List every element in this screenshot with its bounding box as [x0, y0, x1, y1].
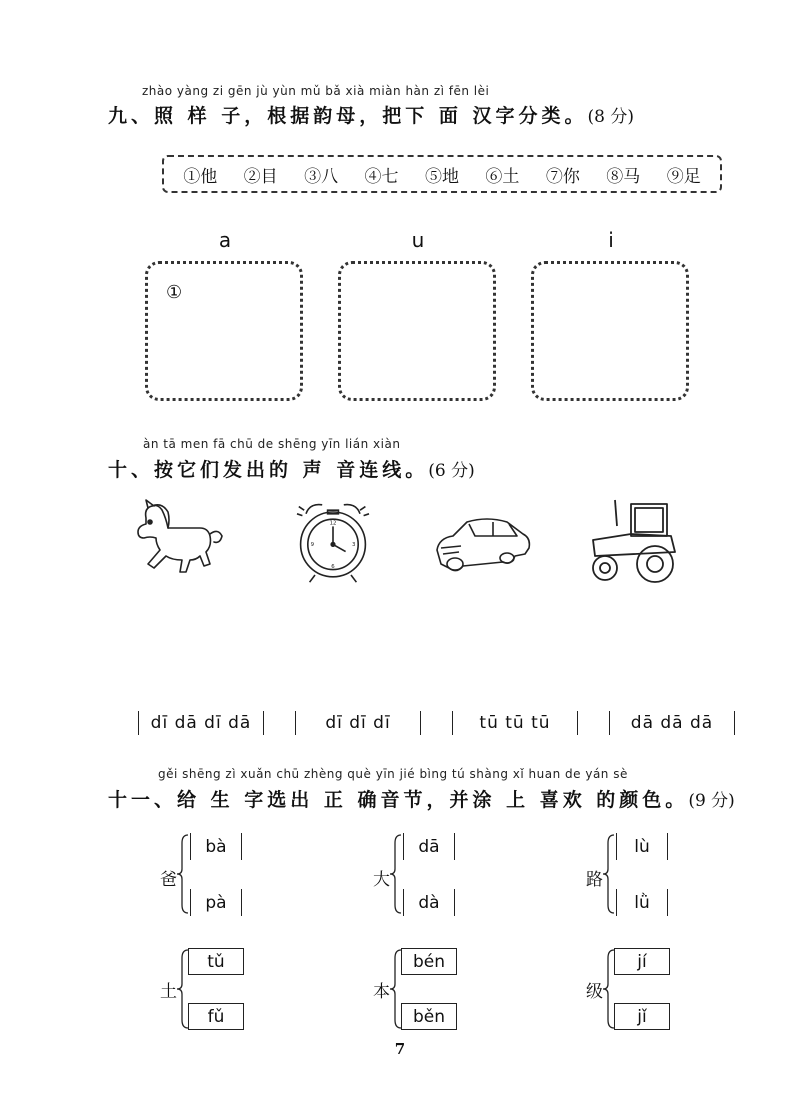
- svg-text:3: 3: [351, 542, 356, 549]
- q9-pinyin: zhào yàng zi gēn jù yùn mǔ bǎ xià miàn hàn zì fēn lèi: [142, 84, 490, 98]
- item-char-ba: 爸: [160, 870, 177, 890]
- item-char-ben: 本: [373, 982, 390, 1002]
- q11-title-text: 十一、给 生 字选出 正 确音节，并涂 上 喜欢 的颜色。: [108, 789, 689, 811]
- bank-item: ⑧马: [606, 166, 641, 187]
- bank-item: ⑤地: [424, 166, 459, 187]
- brace-icon: [176, 833, 190, 915]
- q10-score: (6 分): [428, 461, 475, 481]
- bank-item: ③八: [304, 166, 339, 187]
- q9-title-text: 九、照 样 子，根据韵母，把下 面 汉字分类。: [108, 105, 588, 127]
- brace-icon: [389, 833, 403, 915]
- sound-label-tututu[interactable]: tū tū tū: [452, 711, 578, 735]
- sort-box-i[interactable]: [531, 261, 689, 401]
- item-char-lu: 路: [586, 870, 603, 890]
- vowel-label-a: a: [218, 228, 232, 252]
- bank-item: ⑦你: [545, 166, 580, 187]
- option-ji3[interactable]: jǐ: [614, 1003, 670, 1030]
- sort-box-u[interactable]: [338, 261, 496, 401]
- q9-title: [108, 101, 634, 128]
- sound-label-dididi[interactable]: dī dī dī: [295, 711, 421, 735]
- q10-title: [108, 455, 475, 482]
- svg-text:6: 6: [331, 563, 335, 570]
- car-picture[interactable]: [433, 510, 533, 576]
- option-ji2[interactable]: jí: [614, 948, 670, 975]
- option-fu[interactable]: fǔ: [188, 1003, 244, 1030]
- option-tu[interactable]: tǔ: [188, 948, 244, 975]
- svg-text:9: 9: [310, 542, 315, 549]
- bank-item: ④七: [364, 166, 399, 187]
- item-char-tu: 土: [160, 982, 177, 1002]
- q10-pinyin: àn tā men fā chū de shēng yīn lián xiàn: [143, 437, 401, 451]
- bank-item: ①他: [183, 166, 218, 187]
- bank-item: ⑨足: [666, 166, 701, 187]
- alarm-clock-picture[interactable]: [283, 494, 383, 584]
- option-lu[interactable]: lù: [616, 833, 668, 860]
- bank-item: ⑥土: [485, 166, 520, 187]
- option-da4[interactable]: dà: [403, 889, 455, 916]
- sound-label-dadada[interactable]: dā dā dā: [609, 711, 735, 735]
- q11-pinyin: gěi shēng zì xuǎn chū zhèng què yīn jié bìng tú shàng xǐ huan de yán sè: [158, 767, 628, 781]
- sound-label-didadida[interactable]: dī dā dī dā: [138, 711, 264, 735]
- q11-score: (9 分): [688, 791, 735, 811]
- item-char-ji: 级: [586, 982, 603, 1002]
- item-char-da: 大: [373, 870, 390, 890]
- vowel-label-u: u: [411, 228, 425, 252]
- option-ba[interactable]: bà: [190, 833, 242, 860]
- bank-item: ②目: [243, 166, 278, 187]
- option-lv[interactable]: lǜ: [616, 889, 668, 916]
- q11-title: [108, 785, 735, 812]
- option-pa[interactable]: pà: [190, 889, 242, 916]
- character-bank: [162, 155, 722, 193]
- q10-title-text: 十、按它们发出的 声 音连线。: [108, 459, 429, 481]
- page-number: 7: [394, 1040, 406, 1058]
- sort-box-a[interactable]: [145, 261, 303, 401]
- brace-icon: [602, 833, 616, 915]
- tractor-picture[interactable]: [585, 496, 685, 586]
- svg-text:12: 12: [329, 520, 337, 527]
- horse-picture[interactable]: [126, 498, 226, 588]
- option-ben2[interactable]: bén: [401, 948, 457, 975]
- q9-score: (8 分): [587, 107, 634, 127]
- example-answer: ①: [166, 282, 183, 303]
- vowel-label-i: i: [608, 228, 614, 252]
- option-da1[interactable]: dā: [403, 833, 455, 860]
- option-ben3[interactable]: běn: [401, 1003, 457, 1030]
